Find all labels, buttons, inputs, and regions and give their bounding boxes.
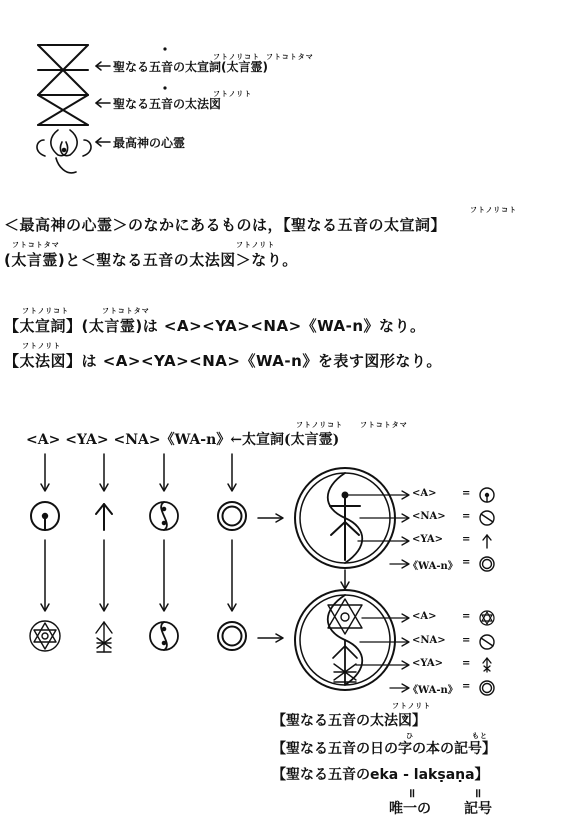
- ya-symbol: [96, 504, 112, 530]
- legend-ya-label-2: <YA>: [412, 658, 444, 669]
- top-label-2: 聖なる五音の太法図: [113, 97, 222, 111]
- legend-ya-symbol: [483, 535, 491, 548]
- equals-sign: =: [462, 658, 471, 669]
- legend-na-symbol: [480, 511, 494, 525]
- equals-sign: =: [462, 511, 471, 522]
- legend-wa-n-symbol-2: [480, 681, 494, 695]
- para1-line1-ruby: フトノリコト: [470, 206, 518, 214]
- legend-na-symbol-2: [480, 635, 494, 649]
- para1-line2-ruby-a: フトコトタマ: [12, 241, 60, 249]
- legend-na-label-2: <NA>: [412, 635, 446, 646]
- legend-a-star-symbol: [480, 611, 494, 625]
- a-symbol: [31, 502, 59, 530]
- header-ruby-b: フトコトタマ: [360, 421, 408, 429]
- legend-ya-arrow-symbol: [483, 658, 491, 672]
- caption-2: 【聖なる五音の日の字の本の記号】: [272, 741, 496, 757]
- para1-line2: (太言霊)と＜聖なる五音の太法図＞なり。: [4, 251, 298, 269]
- para2-line1-ruby-b: フトコトタマ: [102, 307, 150, 315]
- equals-sign: =: [462, 488, 471, 499]
- top-label-1-ruby-a: フトノリコト: [213, 53, 261, 61]
- composite-figure-2: [295, 590, 395, 690]
- legend-a-label-2: <A>: [412, 611, 437, 622]
- heart-spirit-figure: [37, 130, 91, 173]
- top-label-2-ruby: フトノリト: [213, 90, 253, 98]
- para2-line2-ruby: フトノリト: [22, 342, 62, 350]
- wa-n-symbol-row2: [218, 622, 246, 650]
- wa-n-symbol: [218, 502, 246, 530]
- para1-line2-ruby-b: フトノリト: [236, 241, 276, 249]
- gloss-sign: 記号: [464, 801, 492, 817]
- equals-sign: =: [462, 557, 471, 568]
- legend-wa-n-label: 《WA-n》: [408, 561, 458, 572]
- top-label-1-ruby-b: フトコトタマ: [266, 53, 314, 61]
- caption-3: 【聖なる五音のeka - lakṣaṇa】: [272, 767, 489, 783]
- equals-sign: =: [462, 534, 471, 545]
- ya-arrow-symbol: [96, 622, 112, 652]
- legend-a-label: <A>: [412, 488, 437, 499]
- caption-2-ruby-a: ひ: [406, 732, 414, 740]
- caption-1-ruby: フトノリト: [392, 702, 432, 710]
- top-label-1: 聖なる五音の太宣詞(太言霊): [113, 60, 268, 74]
- legend-a-symbol: [480, 488, 494, 502]
- legend-wa-n-symbol: [480, 557, 494, 571]
- equals-sign: =: [462, 635, 471, 646]
- para2-line1-ruby-a: フトノリコト: [22, 307, 70, 315]
- hourglass-figure: [38, 45, 88, 125]
- legend-ya-label: <YA>: [412, 534, 444, 545]
- lower-diagram-header: <A> <YA> <NA>《WA-n》←太宣詞(太言霊): [26, 432, 340, 448]
- para1-line1: ＜最高神の心霊＞のなかにあるものは，【聖なる五音の太宣詞】: [4, 216, 447, 234]
- para2-line1: 【太宣詞】(太言霊)は <A><YA><NA>《WA-n》なり。: [4, 317, 426, 335]
- top-arrows: [96, 62, 110, 146]
- na-symbol: [150, 502, 178, 530]
- para2-line2: 【太法図】は <A><YA><NA>《WA-n》を表す図形なり。: [4, 352, 442, 370]
- caption-2-ruby-b: もと: [472, 732, 488, 740]
- caption-1: 【聖なる五音の太法図】: [272, 713, 426, 729]
- equivalence-mark-1: ॥: [408, 786, 416, 800]
- legend-na-label: <NA>: [412, 511, 446, 522]
- top-label-3: 最高神の心霊: [113, 136, 186, 150]
- equals-sign: =: [462, 681, 471, 692]
- a-star-symbol: [30, 621, 60, 651]
- legend-wa-n-label-2: 《WA-n》: [408, 685, 458, 696]
- equivalence-mark-2: ॥: [474, 786, 482, 800]
- header-ruby-a: フトノリコト: [296, 421, 344, 429]
- equals-sign: =: [462, 611, 471, 622]
- na-symbol-row2: [150, 622, 178, 650]
- gloss-unique: 唯一の: [389, 801, 431, 817]
